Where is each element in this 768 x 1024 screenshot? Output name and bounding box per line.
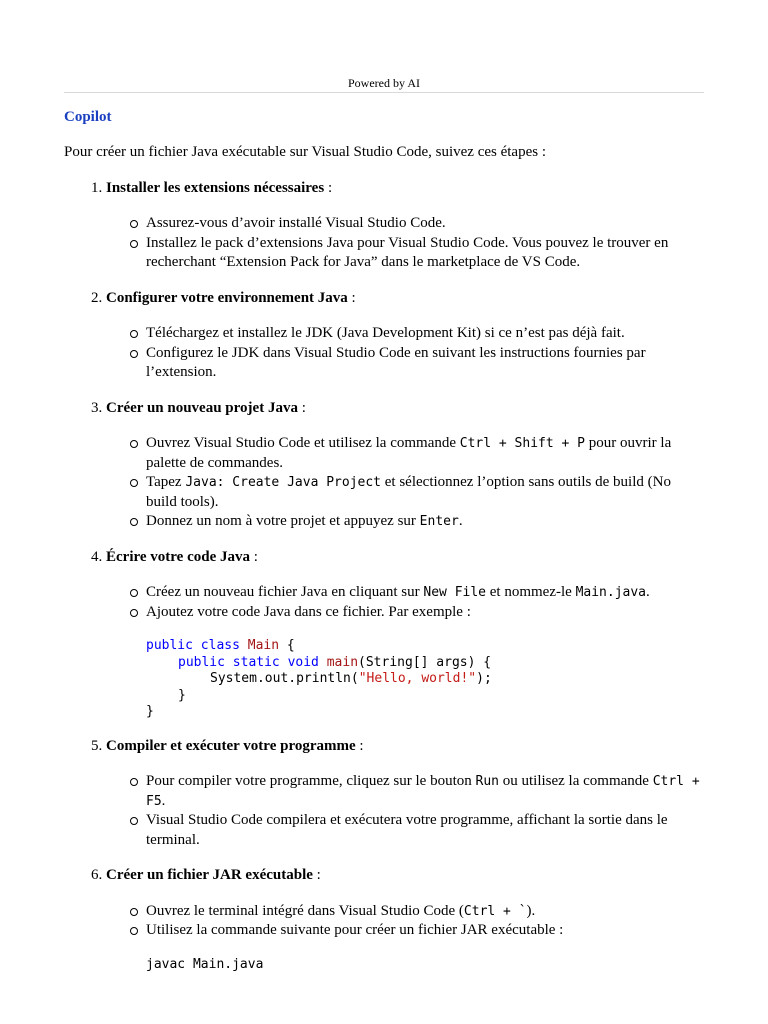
substep-text: Donnez un nom à votre projet et appuyez sur bbox=[146, 513, 420, 529]
step-suffix: : bbox=[297, 399, 306, 416]
step-title: Créer un fichier JAR exécutable bbox=[106, 867, 313, 883]
inline-code: Run bbox=[475, 774, 499, 789]
step-suffix: : bbox=[312, 867, 321, 883]
inline-code: Ctrl + ` bbox=[463, 903, 527, 919]
inline-code: Java: Create Java Project bbox=[185, 475, 382, 490]
step-title: Installer les extensions nécessaires bbox=[106, 179, 325, 196]
substep-text: Ouvrez le terminal intégré dans Visual Studio Code ( bbox=[146, 902, 464, 919]
substep-text: Ouvrez Visual Studio Code et utilisez la commande bbox=[146, 435, 460, 451]
step-item bbox=[106, 737, 704, 851]
code-string: "Hello, world!" bbox=[358, 671, 477, 686]
step-title: Compiler et exécuter votre programme bbox=[106, 737, 356, 754]
step-item bbox=[106, 179, 704, 273]
steps-list bbox=[64, 179, 704, 974]
step-title: Écrire votre code Java bbox=[106, 548, 250, 565]
step-item bbox=[106, 548, 704, 721]
document-page bbox=[64, 0, 704, 989]
code-line: } bbox=[146, 704, 154, 719]
substep-text: Créez un nouveau fichier Java en cliquant sur bbox=[146, 584, 424, 600]
code-block bbox=[146, 638, 704, 721]
copilot-label: Copilot bbox=[64, 109, 112, 125]
inline-code: Main.java bbox=[575, 585, 647, 600]
step-item bbox=[106, 866, 704, 973]
step-suffix: : bbox=[347, 289, 356, 306]
inline-code: Enter bbox=[419, 514, 459, 529]
substep-item bbox=[146, 902, 704, 922]
step-item bbox=[106, 399, 704, 532]
code-line bbox=[146, 655, 704, 672]
substeps-list bbox=[106, 583, 704, 622]
code-text: (String[] args) { bbox=[358, 654, 492, 670]
substeps-list bbox=[106, 214, 704, 273]
substep-item: Téléchargez et installez le JDK (Java Development Kit) si ce n’est pas déjà fait. bbox=[146, 324, 704, 344]
substep-item: Visual Studio Code compilera et exécutera votre programme, affichant la sortie dans le terminal. bbox=[146, 811, 704, 850]
page-header: Powered by AI bbox=[64, 0, 704, 93]
substep-text: ou utilisez la commande bbox=[498, 773, 653, 789]
code-line: javac Main.java bbox=[146, 956, 264, 972]
code-line bbox=[146, 638, 704, 655]
code-line: } bbox=[178, 687, 186, 703]
substeps-list bbox=[106, 772, 704, 850]
substep-item bbox=[146, 434, 704, 473]
substep-text: ). bbox=[526, 902, 536, 919]
substeps-list bbox=[106, 434, 704, 532]
substeps-list bbox=[106, 324, 704, 383]
substep-item: Utilisez la commande suivante pour créer un fichier JAR exécutable : bbox=[146, 921, 704, 941]
substep-item: Ajoutez votre code Java dans ce fichier. Par exemple : bbox=[146, 603, 704, 623]
code-keyword: public class bbox=[146, 638, 240, 653]
step-item bbox=[106, 289, 704, 383]
code-keyword: public static void bbox=[178, 654, 319, 670]
code-block bbox=[146, 957, 704, 974]
step-title: Créer un nouveau projet Java bbox=[106, 399, 298, 416]
intro-paragraph: Pour créer un fichier Java exécutable sur Visual Studio Code, suivez ces étapes : bbox=[64, 144, 546, 160]
substep-item: Installez le pack d’extensions Java pour Visual Studio Code. Vous pouvez le trouver en recherchant “Extension Pack for Java” dans le marketplace de VS Code. bbox=[146, 234, 704, 273]
step-title: Configurer votre environnement Java bbox=[106, 289, 348, 306]
substep-text: pour ouvrir la palette de commandes. bbox=[146, 435, 672, 471]
inline-code: Ctrl + Shift + P bbox=[459, 436, 585, 451]
code-text: System.out.println( bbox=[210, 671, 359, 686]
substep-item: Assurez-vous d’avoir installé Visual Studio Code. bbox=[146, 214, 704, 234]
step-suffix: : bbox=[324, 179, 333, 196]
step-suffix: : bbox=[249, 548, 258, 565]
substep-text: et nommez-le bbox=[486, 584, 576, 600]
substeps-list bbox=[106, 902, 704, 941]
code-text: ); bbox=[476, 671, 492, 686]
code-line bbox=[146, 671, 704, 688]
substep-text: et sélectionnez l’option sans outils de build (No build tools). bbox=[146, 474, 671, 510]
substep-item bbox=[146, 583, 704, 603]
code-text: { bbox=[279, 638, 295, 653]
code-function-name: main bbox=[326, 654, 359, 670]
substep-item bbox=[146, 473, 704, 512]
step-suffix: : bbox=[355, 737, 364, 754]
substep-item bbox=[146, 512, 704, 532]
substep-text: Tapez bbox=[146, 474, 186, 490]
substep-item bbox=[146, 772, 704, 811]
substep-item: Configurez le JDK dans Visual Studio Code en suivant les instructions fournies par l’extension. bbox=[146, 344, 704, 383]
inline-code: Ctrl + F5 bbox=[146, 774, 700, 809]
substep-text: . bbox=[646, 584, 650, 600]
inline-code: New File bbox=[423, 585, 487, 600]
substep-text: . bbox=[161, 792, 166, 809]
substep-text: . bbox=[458, 513, 463, 529]
code-class-name: Main bbox=[247, 638, 280, 653]
substep-text: Pour compiler votre programme, cliquez sur le bouton bbox=[146, 773, 476, 789]
